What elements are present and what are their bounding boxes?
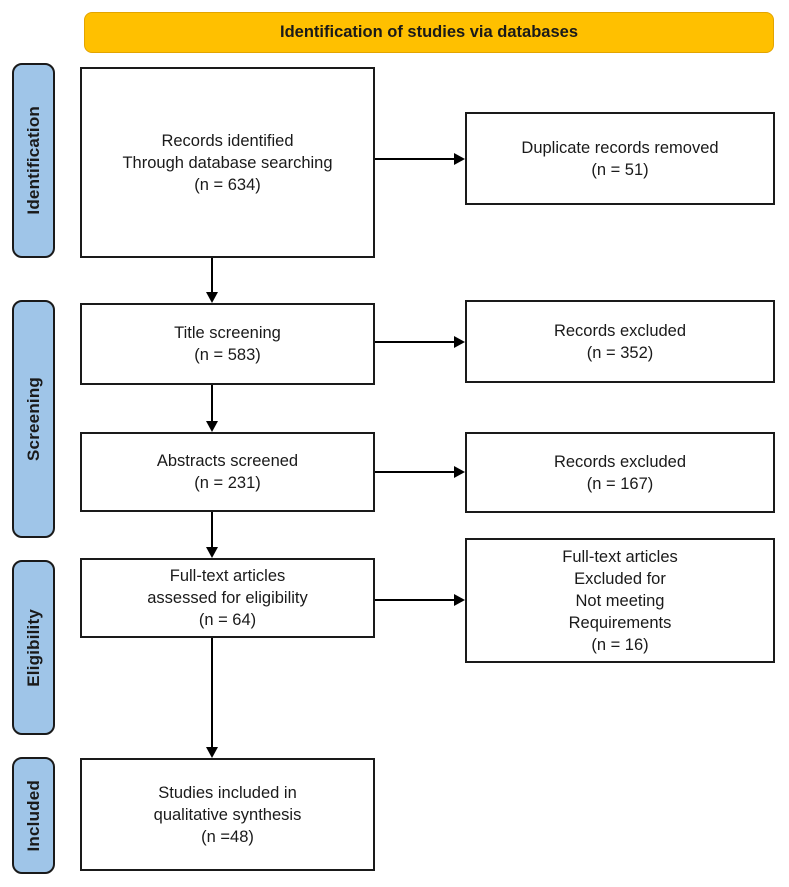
arrow-head-down-icon bbox=[206, 747, 218, 758]
box-count-line: (n =48) bbox=[201, 827, 254, 846]
arrow-shaft bbox=[211, 385, 213, 421]
box-text-line: Through database searching bbox=[122, 153, 333, 172]
stage-label-text: Eligibility bbox=[23, 608, 43, 687]
arrow-shaft bbox=[211, 512, 213, 547]
box-count-line: (n = 634) bbox=[194, 175, 261, 194]
arrow-head-right-icon bbox=[454, 594, 465, 606]
box-text-line: Duplicate records removed bbox=[521, 138, 719, 157]
box-title-screening bbox=[80, 303, 375, 385]
box-text-line: Full-text articles bbox=[562, 547, 678, 566]
banner-title: Identification of studies via databases bbox=[280, 23, 578, 41]
box-text-line: qualitative synthesis bbox=[153, 805, 302, 824]
box-text-line: Not meeting bbox=[575, 591, 665, 610]
arrow-shaft bbox=[211, 258, 213, 292]
arrow-head-down-icon bbox=[206, 547, 218, 558]
arrow-shaft bbox=[375, 471, 454, 473]
box-count-line: (n = 16) bbox=[591, 635, 649, 654]
box-text-line: Studies included in bbox=[158, 783, 297, 802]
box-text-line: Abstracts screened bbox=[156, 452, 299, 470]
box-count-line: (n = 352) bbox=[586, 343, 654, 362]
arrow-head-right-icon bbox=[454, 336, 465, 348]
stage-label-text: Included bbox=[23, 779, 43, 852]
arrow-shaft bbox=[375, 599, 454, 601]
stage-label-screening bbox=[12, 300, 55, 538]
box-text-line: Excluded for bbox=[574, 569, 666, 588]
arrow-shaft bbox=[375, 158, 454, 160]
box-count-line: (n = 51) bbox=[591, 160, 649, 179]
box-text-line: Title screening bbox=[174, 324, 281, 342]
box-text-line: Records identified bbox=[161, 131, 294, 150]
box-records-identified bbox=[80, 67, 375, 258]
arrow-head-right-icon bbox=[454, 466, 465, 478]
stage-label-text: Screening bbox=[23, 377, 43, 461]
box-text-line: assessed for eligibility bbox=[147, 589, 308, 607]
stage-label-eligibility bbox=[12, 560, 55, 735]
stage-label-included bbox=[12, 757, 55, 874]
banner-identification-via-databases bbox=[84, 12, 774, 53]
box-count-line: (n = 231) bbox=[194, 474, 261, 492]
arrow-shaft bbox=[375, 341, 454, 343]
box-count-line: (n = 64) bbox=[198, 611, 257, 629]
box-studies-included bbox=[80, 758, 375, 871]
box-records-excluded-abstracts bbox=[465, 432, 775, 513]
box-abstracts-screened bbox=[80, 432, 375, 512]
arrow-head-down-icon bbox=[206, 292, 218, 303]
box-text-line: Records excluded bbox=[553, 321, 687, 340]
stage-label-text: Identification bbox=[23, 106, 43, 215]
arrow-shaft bbox=[211, 638, 213, 747]
box-text-line: Records excluded bbox=[553, 452, 687, 471]
box-fulltext-excluded bbox=[465, 538, 775, 663]
box-duplicate-records-removed bbox=[465, 112, 775, 205]
box-count-line: (n = 583) bbox=[194, 346, 261, 364]
box-records-excluded-titles bbox=[465, 300, 775, 383]
box-text-line: Full-text articles bbox=[169, 567, 286, 585]
box-fulltext-assessed bbox=[80, 558, 375, 638]
box-count-line: (n = 167) bbox=[586, 474, 654, 493]
box-text-line: Requirements bbox=[568, 613, 672, 632]
arrow-head-down-icon bbox=[206, 421, 218, 432]
stage-label-identification bbox=[12, 63, 55, 258]
arrow-head-right-icon bbox=[454, 153, 465, 165]
